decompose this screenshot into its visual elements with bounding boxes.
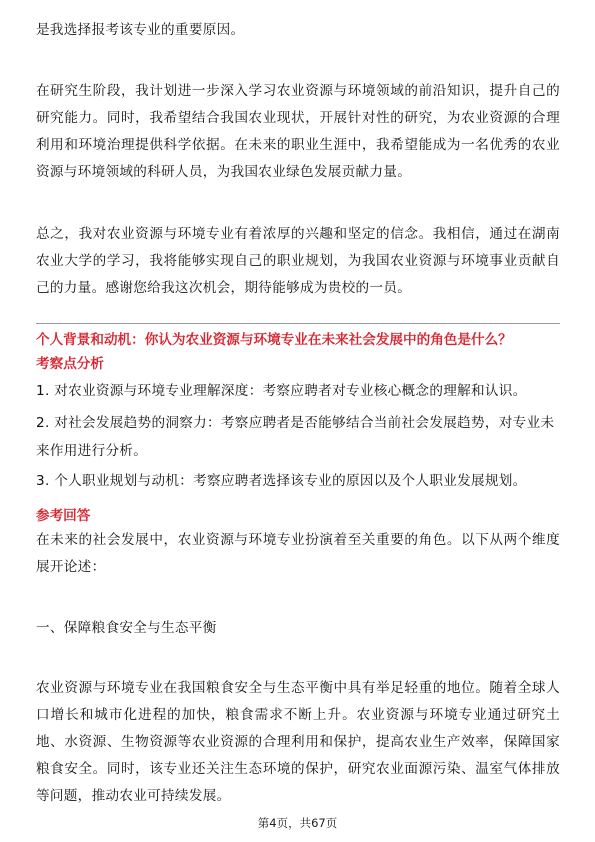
section-body-food-security: 农业资源与环境专业在我国粮食安全与生态平衡中具有举足轻重的地位。随着全球人口增长和城市化进程的加快，粮食需求不断上升。农业资源与环境专业通过研究土地、水资源、生物资源等农业资源的合理利用和保护，提高农业生产效率，保障国家粮食安全。同时，该专业还关注生态环境的保护，研究农业面源污染、温室气体排放等问题，推动农业可持续发展。 [36, 680, 560, 804]
question-title: 个人背景和动机：你认为农业资源与环境专业在未来社会发展中的角色是什么？ [36, 332, 512, 348]
answer-heading: 参考回答 [36, 508, 91, 524]
analysis-heading: 考察点分析 [36, 356, 104, 372]
section-divider [36, 323, 560, 324]
page-number: 第4页，共67页 [257, 816, 338, 830]
analysis-point-3: 3. 个人职业规划与动机：考察应聘者选择该专业的原因以及个人职业发展规划。 [36, 473, 527, 489]
analysis-point-2: 2. 对社会发展趋势的洞察力：考察应聘者是否能够结合当前社会发展趋势，对专业未来作用进行分析。 [36, 415, 555, 459]
answer-intro: 在未来的社会发展中，农业资源与环境专业扮演着至关重要的角色。以下从两个维度展开论述： [36, 532, 560, 575]
analysis-point-1: 1. 对农业资源与环境专业理解深度：考察应聘者对专业核心概念的理解和认识。 [36, 383, 527, 399]
paragraph-continuation: 是我选择报考该专业的重要原因。 [36, 22, 245, 38]
section-title-food-security: 一、保障粮食安全与生态平衡 [36, 620, 217, 636]
paragraph-conclusion: 总之，我对农业资源与环境专业有着浓厚的兴趣和坚定的信念。我相信，通过在湖南农业大学的学习，我将能够实现自己的职业规划，为我国农业资源与环境事业贡献自己的力量。感谢您给我这次机会，期待能够成为贵校的一员。 [36, 226, 560, 296]
paragraph-research-plan: 在研究生阶段，我计划进一步深入学习农业资源与环境领域的前沿知识，提升自己的研究能力。同时，我希望结合我国农业现状，开展针对性的研究，为农业资源的合理利用和环境治理提供科学依据。在未来的职业生涯中，我希望能成为一名优秀的农业资源与环境领域的科研人员，为我国农业绿色发展贡献力量。 [36, 83, 560, 180]
